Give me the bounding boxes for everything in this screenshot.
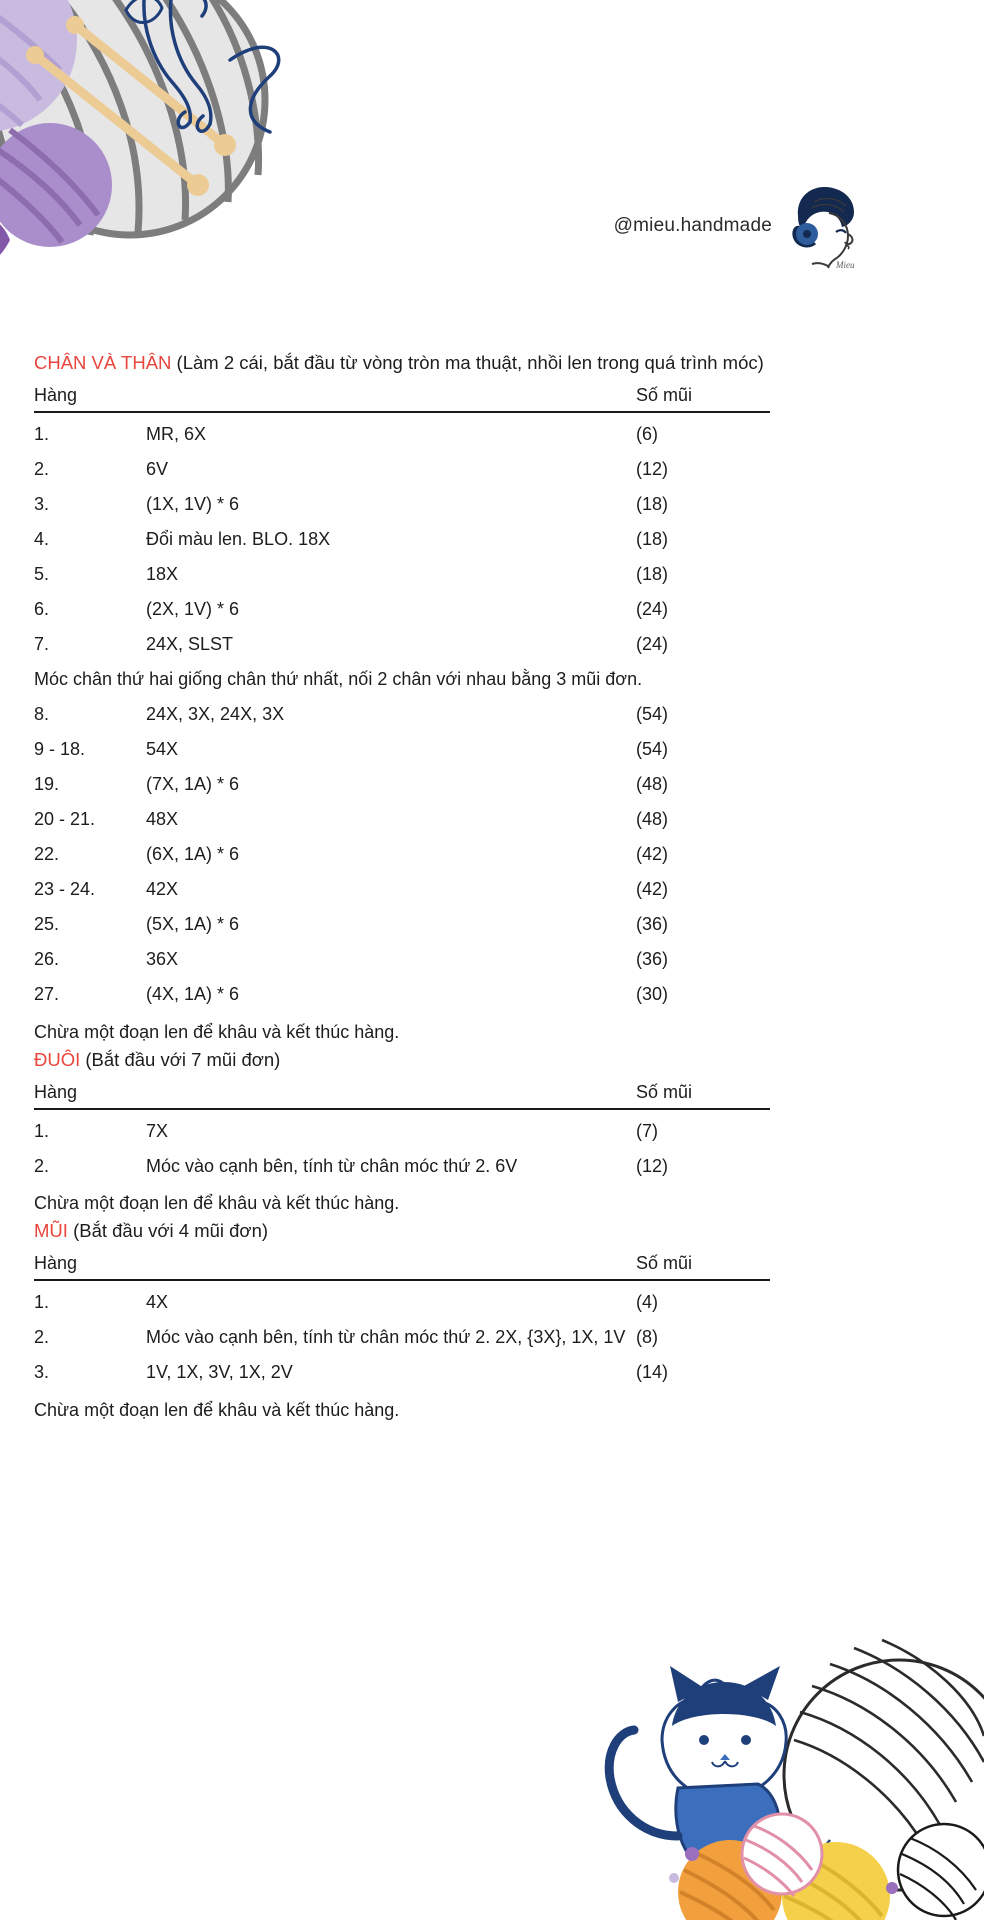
pattern-content — [34, 348, 770, 1423]
section-end-note: Chừa một đoạn len để khâu và kết thúc hàng. — [34, 1399, 400, 1420]
row-instruction: (7X, 1A) * 6 — [146, 774, 240, 794]
row-label: 1. — [34, 1292, 50, 1312]
section-chan-va-than — [34, 348, 770, 1045]
row-instruction: 42X — [146, 879, 179, 899]
row-instruction: 48X — [146, 809, 179, 829]
section-heading — [34, 1216, 770, 1246]
table-row — [34, 487, 770, 522]
pattern-table-duoi — [34, 1081, 770, 1184]
pattern-table-mui — [34, 1252, 770, 1390]
row-instruction: 24X, 3X, 24X, 3X — [146, 704, 285, 724]
row-count: (12) — [636, 1155, 669, 1176]
section-end-note: Chừa một đoạn len để khâu và kết thúc hàng. — [34, 1021, 400, 1042]
column-header-spacer — [146, 1081, 636, 1109]
table-row — [34, 837, 770, 872]
table-row — [34, 697, 770, 732]
table-row — [34, 1148, 770, 1183]
table-row — [34, 1355, 770, 1390]
row-label: 7. — [34, 634, 50, 654]
column-header-spacer — [146, 1252, 636, 1280]
section-heading — [34, 348, 770, 378]
row-instruction: 1V, 1X, 3V, 1X, 2V — [146, 1362, 293, 1382]
table-row — [34, 557, 770, 592]
row-label: 20 - 21. — [34, 809, 96, 829]
row-instruction: (2X, 1V) * 6 — [146, 599, 240, 619]
row-label: 2. — [34, 1155, 50, 1176]
row-label: 23 - 24. — [34, 879, 96, 899]
table-row — [34, 977, 770, 1012]
section-subtitle: (Bắt đầu với 7 mũi đơn) — [85, 1048, 281, 1070]
row-instruction: 18X — [146, 564, 179, 584]
section-mui — [34, 1216, 770, 1423]
row-label: 5. — [34, 564, 50, 584]
row-count: (24) — [636, 634, 669, 654]
row-count: (36) — [636, 914, 669, 934]
woman-profile-logo-icon — [784, 182, 860, 270]
row-label: 19. — [34, 774, 60, 794]
section-subtitle: (Làm 2 cái, bắt đầu từ vòng tròn ma thuật, nhồi len trong quá trình móc) — [176, 352, 764, 373]
row-label: 9 - 18. — [34, 739, 86, 759]
watermark — [560, 178, 860, 274]
row-count: (42) — [636, 879, 669, 899]
column-header-row: Hàng — [34, 1081, 146, 1109]
table-row — [34, 412, 770, 452]
row-instruction: (6X, 1A) * 6 — [146, 844, 240, 864]
row-label: 1. — [34, 424, 50, 444]
section-end-note: Chừa một đoạn len để khâu và kết thúc hàng. — [34, 1193, 400, 1213]
row-label: 6. — [34, 599, 50, 619]
table-row — [34, 452, 770, 487]
row-instruction: (1X, 1V) * 6 — [146, 494, 240, 514]
table-row — [34, 802, 770, 837]
table-row — [34, 1109, 770, 1149]
row-count: (18) — [636, 494, 669, 514]
section-mid-note: Móc chân thứ hai giống chân thứ nhất, nối 2 chân với nhau bằng 3 mũi đơn. — [34, 669, 643, 689]
row-count: (7) — [636, 1120, 658, 1141]
row-label: 1. — [34, 1120, 50, 1141]
row-instruction: (4X, 1A) * 6 — [146, 984, 240, 1004]
row-count: (6) — [636, 424, 658, 444]
row-instruction: 6V — [146, 459, 169, 479]
row-count: (42) — [636, 844, 669, 864]
row-count: (30) — [636, 984, 669, 1004]
cat-and-yarn-illustration-bottom-right — [544, 1540, 984, 1920]
row-count: (48) — [636, 774, 669, 794]
row-count: (18) — [636, 564, 669, 584]
column-header-row: Hàng — [34, 384, 146, 412]
row-label: 3. — [34, 1362, 50, 1382]
row-label: 26. — [34, 949, 60, 969]
row-instruction: Đổi màu len. BLO. 18X — [146, 529, 331, 549]
row-instruction: 54X — [146, 739, 179, 759]
row-count: (36) — [636, 949, 669, 969]
watermark-handle: @mieu.handmade — [613, 215, 772, 236]
table-row — [34, 522, 770, 557]
row-label: 2. — [34, 459, 50, 479]
row-label: 8. — [34, 704, 50, 724]
row-label: 22. — [34, 844, 60, 864]
row-instruction: 24X, SLST — [146, 634, 234, 654]
table-row — [34, 732, 770, 767]
section-heading — [34, 1045, 770, 1075]
row-count: (54) — [636, 739, 669, 759]
table-row — [34, 942, 770, 977]
row-count: (24) — [636, 599, 669, 619]
row-label: 27. — [34, 984, 60, 1004]
section-subtitle: (Bắt đầu với 4 mũi đơn) — [73, 1220, 269, 1241]
row-count: (14) — [636, 1362, 669, 1382]
yarn-balls-illustration-top-left — [0, 0, 360, 350]
column-header-count: Số mũi — [636, 1252, 770, 1280]
row-instruction: Móc vào cạnh bên, tính từ chân móc thứ 2. 2X, {3X}, 1X, 1V — [146, 1327, 626, 1347]
pattern-table-chan-va-than — [34, 384, 770, 1012]
table-row — [34, 872, 770, 907]
row-count: (18) — [636, 529, 669, 549]
row-instruction: MR, 6X — [146, 424, 207, 444]
row-instruction: 7X — [146, 1120, 169, 1141]
column-header-count: Số mũi — [636, 1081, 770, 1109]
watermark-signature: Mieu — [836, 260, 855, 270]
table-row — [34, 907, 770, 942]
row-instruction: (5X, 1A) * 6 — [146, 914, 240, 934]
row-count: (12) — [636, 459, 669, 479]
table-header-row — [34, 384, 770, 412]
column-header-count: Số mũi — [636, 384, 770, 412]
row-label: 25. — [34, 914, 60, 934]
section-title: CHÂN VÀ THÂN — [34, 352, 172, 373]
row-count: (48) — [636, 809, 669, 829]
table-row — [34, 1280, 770, 1320]
row-label: 2. — [34, 1327, 50, 1347]
row-count: (4) — [636, 1292, 658, 1312]
row-instruction: 36X — [146, 949, 179, 969]
row-count: (54) — [636, 704, 669, 724]
row-instruction: 4X — [146, 1292, 169, 1312]
row-count: (8) — [636, 1327, 658, 1347]
section-duoi — [34, 1045, 770, 1217]
section-title: ĐUÔI — [34, 1048, 81, 1070]
table-header-row — [34, 1252, 770, 1280]
table-row — [34, 627, 770, 662]
table-row — [34, 592, 770, 627]
table-row — [34, 767, 770, 802]
table-header-row — [34, 1081, 770, 1109]
row-label: 3. — [34, 494, 50, 514]
section-title: MŨI — [34, 1220, 68, 1241]
row-instruction: Móc vào cạnh bên, tính từ chân móc thứ 2. 6V — [146, 1155, 518, 1176]
table-note-row — [34, 662, 770, 697]
table-row — [34, 1320, 770, 1355]
column-header-row: Hàng — [34, 1252, 146, 1280]
row-label: 4. — [34, 529, 50, 549]
column-header-spacer — [146, 384, 636, 412]
